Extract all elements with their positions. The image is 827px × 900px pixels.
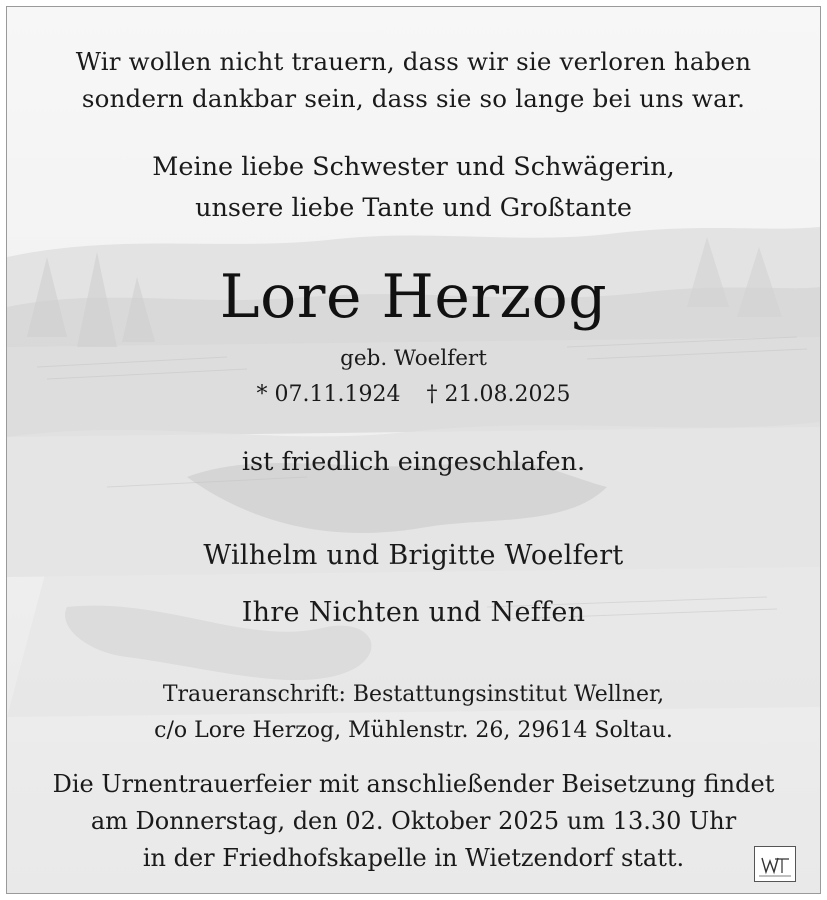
obituary-notice [6,6,821,894]
statement: ist friedlich eingeschlafen. [241,447,586,477]
address-line-2: c/o Lore Herzog, Mühlenstr. 26, 29614 Soltau. [154,718,673,743]
publisher-logo-icon [754,846,796,882]
verse-line-1: Wir wollen nicht trauern, dass wir sie verloren haben [75,47,752,76]
deceased-name: Lore Herzog [219,262,608,332]
maiden-name: geb. Woelfert [340,346,487,371]
verse-line-2: sondern dankbar sein, dass sie so lange bei uns war. [81,84,746,113]
death-date: † 21.08.2025 [426,382,571,407]
address-line-1: Traueranschrift: Bestattungsinstitut Wellner, [162,682,665,707]
mourner-line-1: Wilhelm und Brigitte Woelfert [203,540,624,571]
intro-line-2: unsere liebe Tante und Großtante [195,193,632,223]
service-line-3: in der Friedhofskapelle in Wietzendorf statt. [142,844,685,872]
mourner-line-2: Ihre Nichten und Neffen [241,597,586,628]
birth-date: * 07.11.1924 [256,382,401,407]
service-line-1: Die Urnentrauerfeier mit anschließender Beisetzung findet [52,770,775,798]
intro-line-1: Meine liebe Schwester und Schwägerin, [152,152,675,182]
service-line-2: am Donnerstag, den 02. Oktober 2025 um 13.30 Uhr [90,807,737,835]
life-dates [7,382,820,407]
